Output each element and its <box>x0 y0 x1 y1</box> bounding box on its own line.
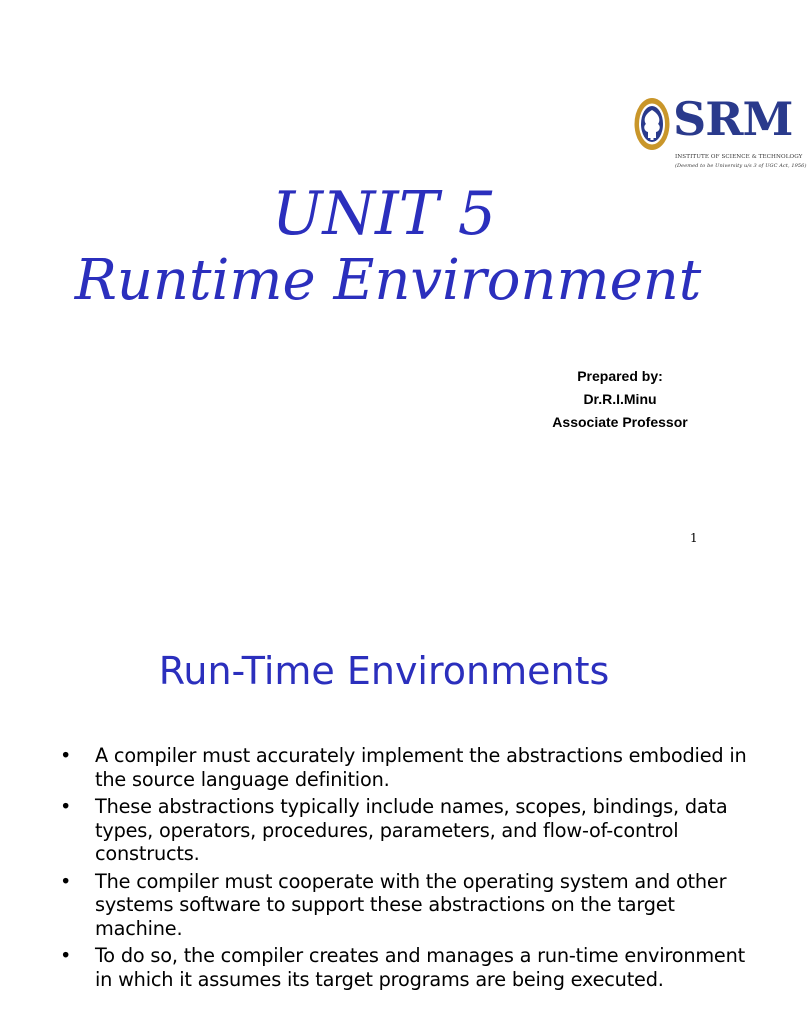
bullet-list <box>60 744 760 995</box>
slide-title: Run-Time Environments <box>158 649 610 693</box>
bullet-text: The compiler must cooperate with the operating system and other systems software to support these abstractions on the target machine. <box>95 869 727 940</box>
author-designation: Associate Professor <box>552 414 688 430</box>
list-item <box>60 944 760 991</box>
prepared-by-label: Prepared by: <box>577 368 663 384</box>
list-item <box>60 795 760 866</box>
page-number: 1 <box>690 531 698 545</box>
author-name: Dr.R.I.Minu <box>583 391 657 407</box>
bullet-marker: • <box>60 744 72 767</box>
logo-tagline: (Deemed to be University u/s 3 of UGC Act, 1956) <box>675 163 807 169</box>
unit-subtitle: Runtime Environment <box>74 248 702 313</box>
bullet-text: A compiler must accurately implement the abstractions embodied in the source language definition. <box>95 744 747 791</box>
bullet-marker: • <box>60 944 72 967</box>
logo-subtitle: INSTITUTE OF SCIENCE & TECHNOLOGY <box>675 154 803 160</box>
list-item <box>60 870 760 941</box>
bullet-text: To do so, the compiler creates and manages a run-time environment in which it assumes its target programs are being executed. <box>95 944 745 991</box>
list-item <box>60 744 760 791</box>
srm-logo <box>633 92 807 182</box>
slide-2 <box>0 590 768 1024</box>
logo-wordmark: SRM <box>673 92 793 146</box>
bullet-text: These abstractions typically include names, scopes, bindings, data types, operators, procedures, parameters, and flow-of-control constructs. <box>95 795 728 865</box>
bullet-marker: • <box>60 869 72 893</box>
srm-seal-icon <box>633 96 671 152</box>
bullet-marker: • <box>60 795 72 818</box>
unit-title: UNIT 5 <box>271 179 497 249</box>
